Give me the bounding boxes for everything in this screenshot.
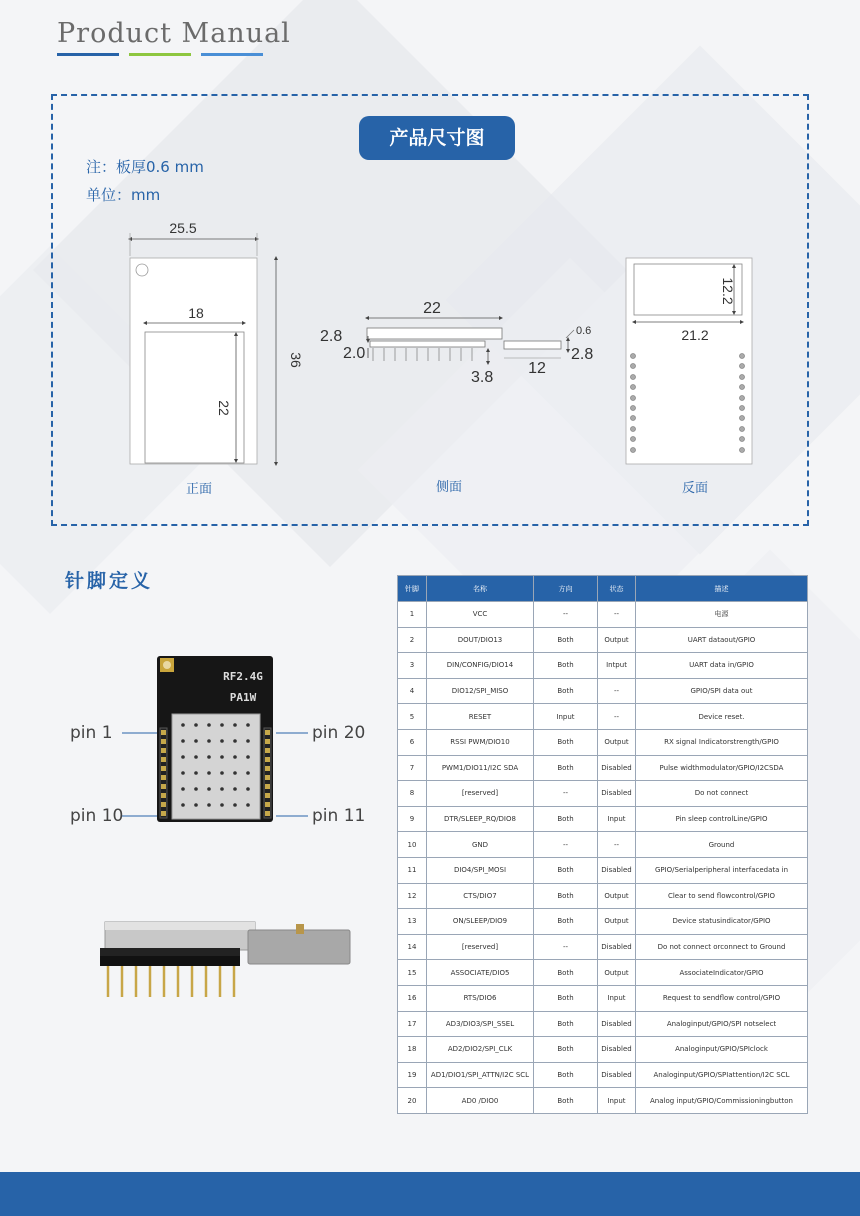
- table-cell: PWM1/DIO11/I2C SDA: [427, 755, 534, 781]
- table-cell: Both: [534, 627, 598, 653]
- side-top-length-label: 22: [423, 300, 441, 317]
- table-cell: DOUT/DIO13: [427, 627, 534, 653]
- table-cell: Output: [598, 627, 636, 653]
- table-row: [398, 602, 808, 628]
- table-cell: GPIO/Serialperipheral interfacedata in: [636, 857, 808, 883]
- table-cell: Both: [534, 653, 598, 679]
- table-cell: 11: [398, 857, 427, 883]
- pin20-label: pin 20: [312, 723, 366, 743]
- pin-definition-title: 针脚定义: [65, 570, 154, 592]
- table-cell: Ground: [636, 832, 808, 858]
- table-row: [398, 755, 808, 781]
- table-cell: Disabled: [598, 781, 636, 807]
- table-cell: Analoginput/GPIO/SPI notselect: [636, 1011, 808, 1037]
- table-cell: Pin sleep controlLine/GPIO: [636, 806, 808, 832]
- table-row: [398, 1062, 808, 1088]
- table-cell: AssociateIndicator/GPIO: [636, 960, 808, 986]
- table-cell: Both: [534, 806, 598, 832]
- header-state: 状态: [598, 576, 636, 602]
- table-cell: Output: [598, 909, 636, 935]
- table-cell: 10: [398, 832, 427, 858]
- thickness-note: 注：板厚0.6 mm: [86, 158, 204, 176]
- table-row: [398, 704, 808, 730]
- module-side-photo: [100, 922, 350, 997]
- table-cell: 5: [398, 704, 427, 730]
- table-cell: GND: [427, 832, 534, 858]
- table-cell: GPIO/SPI data out: [636, 678, 808, 704]
- table-cell: 18: [398, 1037, 427, 1063]
- table-row: [398, 960, 808, 986]
- table-cell: Both: [534, 755, 598, 781]
- table-cell: CTS/DIO7: [427, 883, 534, 909]
- table-row: [398, 883, 808, 909]
- table-cell: Disabled: [598, 755, 636, 781]
- table-cell: DTR/SLEEP_RQ/DIO8: [427, 806, 534, 832]
- table-cell: 4: [398, 678, 427, 704]
- table-cell: 12: [398, 883, 427, 909]
- footer-bar: [0, 1172, 860, 1216]
- table-row: [398, 832, 808, 858]
- table-cell: 9: [398, 806, 427, 832]
- table-cell: --: [598, 704, 636, 730]
- table-cell: RX signal Indicatorstrength/GPIO: [636, 729, 808, 755]
- table-cell: Pulse widthmodulator/GPIO/I2CSDA: [636, 755, 808, 781]
- table-cell: Do not connect: [636, 781, 808, 807]
- header-description: 描述: [636, 576, 808, 602]
- table-cell: 1: [398, 602, 427, 628]
- table-row: [398, 729, 808, 755]
- table-cell: Output: [598, 883, 636, 909]
- table-row: [398, 627, 808, 653]
- table-cell: --: [598, 678, 636, 704]
- table-row: [398, 1037, 808, 1063]
- table-cell: Do not connect orconnect to Ground: [636, 934, 808, 960]
- table-row: [398, 1011, 808, 1037]
- module-text-line2: PA1W: [229, 691, 257, 704]
- table-cell: RSSI PWM/DIO10: [427, 729, 534, 755]
- table-cell: Input: [598, 985, 636, 1011]
- unit-note: 单位：mm: [86, 186, 161, 204]
- table-cell: Both: [534, 985, 598, 1011]
- table-cell: 14: [398, 934, 427, 960]
- table-cell: Device reset.: [636, 704, 808, 730]
- side-view-drawing: [367, 318, 574, 363]
- table-cell: 6: [398, 729, 427, 755]
- table-cell: Both: [534, 960, 598, 986]
- side-left-upper-label: 2.8: [320, 328, 343, 345]
- table-cell: 17: [398, 1011, 427, 1037]
- table-cell: 3: [398, 653, 427, 679]
- dimensions-title: 产品尺寸图: [359, 116, 515, 160]
- table-cell: Device statusindicator/GPIO: [636, 909, 808, 935]
- side-thin-label: 0.6: [576, 325, 592, 337]
- table-cell: Both: [534, 857, 598, 883]
- pin10-label: pin 10: [70, 806, 124, 826]
- table-cell: Clear to send flowcontrol/GPIO: [636, 883, 808, 909]
- table-cell: UART dataout/GPIO: [636, 627, 808, 653]
- table-cell: [reserved]: [427, 781, 534, 807]
- table-cell: RESET: [427, 704, 534, 730]
- table-cell: AD3/DIO3/SPI_SSEL: [427, 1011, 534, 1037]
- table-cell: Both: [534, 1088, 598, 1114]
- module-top-view: [122, 656, 308, 822]
- table-row: [398, 653, 808, 679]
- table-cell: Both: [534, 1037, 598, 1063]
- table-cell: Input: [598, 1088, 636, 1114]
- table-cell: 7: [398, 755, 427, 781]
- back-window-width-label: 21.2: [681, 327, 709, 343]
- table-cell: Both: [534, 1062, 598, 1088]
- table-cell: 8: [398, 781, 427, 807]
- table-cell: Disabled: [598, 934, 636, 960]
- header-pin: 针脚: [398, 576, 427, 602]
- table-cell: Analoginput/GPIO/SPIattention/I2C SCL: [636, 1062, 808, 1088]
- table-row: [398, 857, 808, 883]
- table-row: [398, 1088, 808, 1114]
- table-header-row: [398, 576, 808, 602]
- table-cell: Output: [598, 729, 636, 755]
- side-right-length-label: 12: [528, 360, 546, 377]
- table-cell: 13: [398, 909, 427, 935]
- table-cell: AD1/DIO1/SPI_ATTN/I2C SCL: [427, 1062, 534, 1088]
- table-cell: [reserved]: [427, 934, 534, 960]
- table-cell: Both: [534, 1011, 598, 1037]
- table-cell: Analoginput/GPIO/SPIclock: [636, 1037, 808, 1063]
- table-cell: DIO12/SPI_MISO: [427, 678, 534, 704]
- table-cell: Request to sendflow control/GPIO: [636, 985, 808, 1011]
- table-row: [398, 909, 808, 935]
- side-left-lower-label: 2.0: [343, 345, 366, 362]
- table-cell: Intput: [598, 653, 636, 679]
- table-cell: RTS/DIO6: [427, 985, 534, 1011]
- table-cell: --: [534, 602, 598, 628]
- table-cell: 15: [398, 960, 427, 986]
- side-pin-length-label: 3.8: [471, 369, 494, 386]
- front-view-drawing: [130, 233, 276, 464]
- table-cell: 16: [398, 985, 427, 1011]
- table-cell: Input: [598, 806, 636, 832]
- table-cell: Both: [534, 729, 598, 755]
- table-cell: ASSOCIATE/DIO5: [427, 960, 534, 986]
- table-cell: --: [534, 832, 598, 858]
- front-view-label: 正面: [185, 482, 212, 497]
- front-width-label: 25.5: [169, 220, 197, 236]
- table-cell: Both: [534, 678, 598, 704]
- back-view-label: 反面: [681, 481, 708, 496]
- front-height-label: 36: [288, 352, 304, 368]
- side-right-height-label: 2.8: [571, 346, 594, 363]
- pin-definition-table: [397, 575, 808, 1114]
- table-cell: Disabled: [598, 1062, 636, 1088]
- page-title: Product Manual: [57, 18, 291, 49]
- table-cell: Analog input/GPIO/Commissioningbutton: [636, 1088, 808, 1114]
- table-cell: 电源: [636, 602, 808, 628]
- table-row: [398, 678, 808, 704]
- module-text-line1: RF2.4G: [223, 670, 263, 683]
- table-cell: 2: [398, 627, 427, 653]
- table-cell: Input: [534, 704, 598, 730]
- table-cell: --: [598, 602, 636, 628]
- header-direction: 方向: [534, 576, 598, 602]
- front-inner-height-label: 22: [216, 400, 232, 416]
- table-cell: VCC: [427, 602, 534, 628]
- pin1-label: pin 1: [70, 723, 113, 743]
- table-row: [398, 934, 808, 960]
- table-cell: UART data in/GPIO: [636, 653, 808, 679]
- table-cell: AD2/DIO2/SPI_CLK: [427, 1037, 534, 1063]
- table-row: [398, 781, 808, 807]
- table-cell: Disabled: [598, 1037, 636, 1063]
- table-cell: Both: [534, 909, 598, 935]
- table-cell: DIO4/SPI_MOSI: [427, 857, 534, 883]
- table-cell: --: [534, 934, 598, 960]
- table-cell: Output: [598, 960, 636, 986]
- table-cell: Disabled: [598, 857, 636, 883]
- table-cell: Both: [534, 883, 598, 909]
- table-cell: AD0 /DIO0: [427, 1088, 534, 1114]
- side-view-label: 侧面: [435, 480, 462, 495]
- header-name: 名称: [427, 576, 534, 602]
- table-cell: Disabled: [598, 1011, 636, 1037]
- table-cell: ON/SLEEP/DIO9: [427, 909, 534, 935]
- back-window-height-label: 12.2: [720, 277, 736, 305]
- table-row: [398, 806, 808, 832]
- front-inner-width-label: 18: [188, 305, 204, 321]
- table-cell: DIN/CONFIG/DIO14: [427, 653, 534, 679]
- table-row: [398, 985, 808, 1011]
- table-cell: 19: [398, 1062, 427, 1088]
- table-cell: --: [534, 781, 598, 807]
- table-cell: 20: [398, 1088, 427, 1114]
- table-cell: --: [598, 832, 636, 858]
- pin11-label: pin 11: [312, 806, 366, 826]
